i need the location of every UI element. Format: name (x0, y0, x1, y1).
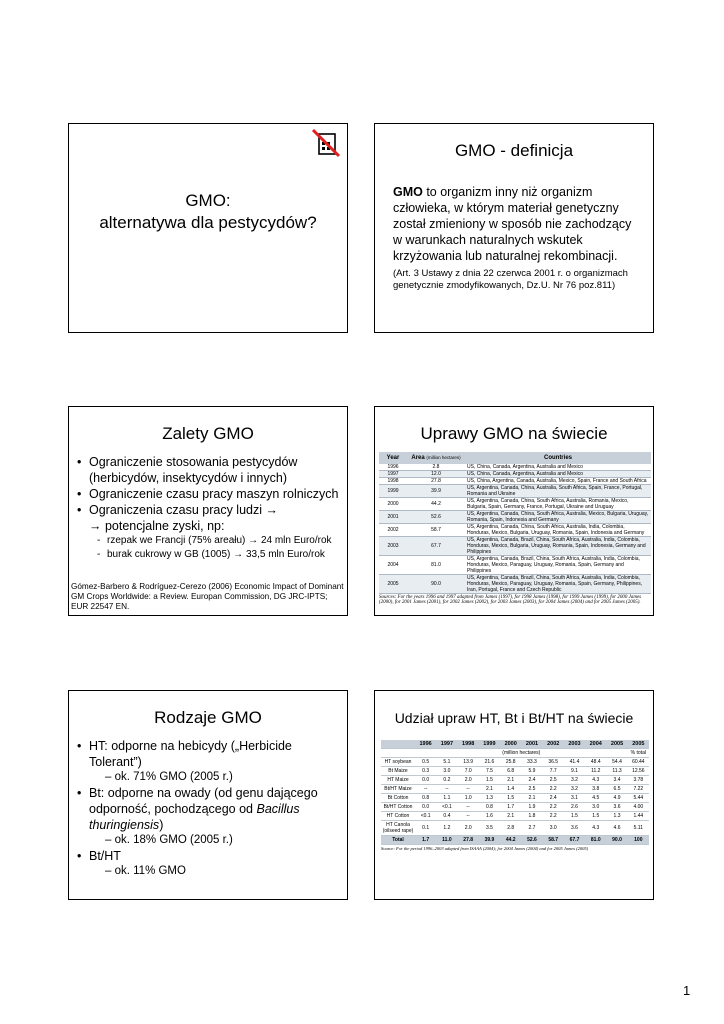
table-cell: 2.6 (564, 803, 585, 812)
table-cell: 27.8 (407, 478, 465, 485)
pct-label: % total (628, 749, 649, 758)
table-cell: 21.6 (479, 758, 500, 767)
table-cell: 5.44 (628, 794, 649, 803)
table-cell: 7.0 (458, 767, 479, 776)
table-cell: 2.4 (543, 794, 564, 803)
table-cell: US, Argentina, Canada, Brazil, China, South Africa, Australia, India, Colombia, Honduras, Mexico, Paraguay, Uruguay, Romania, Spain, Germany, Philippines, Iran, Portugal, France and Czech Republic (465, 575, 651, 594)
slide-gmo-types (68, 690, 348, 900)
table-row (381, 812, 649, 821)
column-header: 1998 (458, 740, 479, 749)
column-header: 1996 (415, 740, 436, 749)
table-cell: 52.6 (521, 836, 542, 845)
table-cell: 1999 (379, 485, 407, 498)
table-cell: 5.11 (628, 821, 649, 836)
table-cell: 9.1 (564, 767, 585, 776)
table-cell: US, Argentina, Canada, China, Australia, South Africa, Spain, France, Portugal, Romania and Ukraine (465, 485, 651, 498)
table-cell: 2000 (379, 498, 407, 511)
table-row (379, 511, 651, 524)
slide-title: Uprawy GMO na świecie (420, 424, 608, 443)
table-cell: 0.4 (436, 812, 457, 821)
table-cell: 58.7 (543, 836, 564, 845)
table-cell: 39.9 (479, 836, 500, 845)
table-cell: 0.1 (415, 821, 436, 836)
list-item: – ok. 71% GMO (2005 r.) (105, 771, 233, 783)
table-cell: 1.2 (436, 821, 457, 836)
table-cell: 4.9 (606, 794, 627, 803)
list-item: - rzepak we Francji (75% areału) → 24 mln Euro/rok (75, 534, 341, 548)
table-cell: US, Argentina, Canada, Brazil, China, South Africa, Australia, India, Colombia, Honduras, Mexico, Bulgaria, Uruguay, Romania, Spain, Indonesia, Germany and Philippines (465, 537, 651, 556)
table-cell: 0.8 (479, 803, 500, 812)
definition: to organizm inny niż organizm człowieka, w którym materiał genetyczny został zmieniony w sposób nie zachodzący w warunkach naturalnych wskutek krzyżowania lub naturalnej rekombinacji. (393, 185, 632, 263)
table-cell: <0.1 (415, 812, 436, 821)
table-cell: Bt/HT Cotton (381, 803, 415, 812)
table-row (381, 794, 649, 803)
table-cell: 25.8 (500, 758, 521, 767)
table-cell: 3.6 (564, 821, 585, 836)
no-pesticide-icon (311, 128, 341, 158)
list-item: – ok. 11% GMO (105, 865, 186, 877)
table-cell: 44.2 (500, 836, 521, 845)
total-row (381, 836, 649, 845)
table-row (379, 575, 651, 594)
table-cell: -- (458, 812, 479, 821)
table-cell: 81.0 (585, 836, 606, 845)
table-cell: 2.7 (521, 821, 542, 836)
column-header: 1999 (479, 740, 500, 749)
table-cell: 48.4 (585, 758, 606, 767)
list-item: → potencjalne zyski, np: (89, 519, 225, 533)
legal-note: (Art. 3 Ustawy z dnia 22 czerwca 2001 r. o organizmach genetycznie zmodyfikowanych, Dz.U. Nr 76 poz.811) (393, 268, 628, 291)
table-cell: 0.8 (415, 794, 436, 803)
table-cell: US, China, Canada, Argentina, Australia and Mexico (465, 464, 651, 471)
table-cell: 27.8 (458, 836, 479, 845)
table-cell: 1.3 (479, 794, 500, 803)
table-cell: 81.0 (407, 556, 465, 575)
slide-gmo-shares (374, 690, 654, 900)
column-header: 2002 (543, 740, 564, 749)
column-header: 1997 (436, 740, 457, 749)
table-cell: 13.9 (458, 758, 479, 767)
table-row (381, 758, 649, 767)
table-cell: 2.1 (500, 812, 521, 821)
table-cell: 2.4 (521, 776, 542, 785)
term: GMO (393, 185, 423, 199)
table-cell: 1.1 (436, 794, 457, 803)
table-cell: 4.3 (585, 821, 606, 836)
table-cell: 90.0 (407, 575, 465, 594)
page-number: 1 (683, 983, 691, 998)
source-note: Gómez-Barbero & Rodríguez-Cerezo (2006) Economic Impact of Dominant GM Crops Worldwide: a Review. Europan Commission, DG JRC-IPTS; EUR 22547 EN. (71, 582, 344, 611)
arrow-icon: → (248, 535, 259, 546)
table-cell: 1998 (379, 478, 407, 485)
table-row (381, 821, 649, 836)
table-cell: 11.0 (436, 836, 457, 845)
table-cell: 1.7 (500, 803, 521, 812)
table-cell: 2001 (379, 511, 407, 524)
table-cell: HT Canola (oilseed rape) (382, 822, 414, 834)
table-cell: -- (415, 785, 436, 794)
source-note: Sources: For the years 1996 and 1997 adapted from James (1997), for 1998 James (1998), for 1999 James (1999), for 2000 James (2000), for 2001 James (2001), for 2002 James (2002), for 2003 James (2003), for 2004 James (2004) and for 2005 James (2005). (379, 595, 642, 605)
table-cell: 2004 (379, 556, 407, 575)
table-cell: 11.2 (585, 767, 606, 776)
table-cell: US, China, Canada, Argentina, Australia and Mexico (465, 471, 651, 478)
table-cell: 60.44 (628, 758, 649, 767)
table-cell: 33.3 (521, 758, 542, 767)
table-cell: 1.44 (628, 812, 649, 821)
table-cell: 11.3 (606, 767, 627, 776)
table-cell: 52.6 (407, 511, 465, 524)
table-cell: 12.0 (407, 471, 465, 478)
table-cell: 67.7 (564, 836, 585, 845)
column-header: 2000 (500, 740, 521, 749)
table-cell: US, Argentina, Canada, China, South Africa, Australia, Mexico, Bulgaria, Uruguay, Romania, Spain, Indonesia and Germany (465, 511, 651, 524)
table-cell: 1.0 (458, 794, 479, 803)
table-cell: HT soybean (381, 758, 415, 767)
slide-gmo-alternative (68, 123, 348, 333)
table-cell: 3.0 (543, 821, 564, 836)
table-cell: 41.4 (564, 758, 585, 767)
table-cell: 2.1 (479, 785, 500, 794)
column-header: 2003 (564, 740, 585, 749)
list-item: • HT: odporne na hebicydy („Herbicide Tolerant”) (75, 738, 339, 770)
table-cell: US, Argentina, Canada, Brazil, China, South Africa, Australia, India, Colombia, Honduras, Mexico, Paraguay, Uruguay, Romania, Spain, Germany and Philippines (465, 556, 651, 575)
slide-title: Udział upraw HT, Bt i Bt/HT na świecie (394, 710, 634, 726)
slide-title: GMO - definicja (454, 141, 574, 160)
table-cell: 5.1 (436, 758, 457, 767)
table-cell: 3.4 (606, 776, 627, 785)
table-cell: 1.5 (564, 812, 585, 821)
slide-title: Rodzaje GMO (154, 708, 262, 727)
column-header: 2004 (585, 740, 606, 749)
table-cell: 1.9 (521, 803, 542, 812)
table-cell: 7.5 (479, 767, 500, 776)
table-cell: 2003 (379, 537, 407, 556)
table-cell: 1.5 (500, 794, 521, 803)
list-item: – ok. 18% GMO (2005 r.) (105, 834, 233, 846)
column-header: 2001 (521, 740, 542, 749)
table-cell: 1996 (379, 464, 407, 471)
table-cell: 3.0 (585, 803, 606, 812)
table-row (381, 803, 649, 812)
table-cell: 1.5 (479, 776, 500, 785)
table-cell: US, China, Argentina, Canada, Australia, Mexico, Spain, France and South Africa (465, 478, 651, 485)
column-header: 2005 (606, 740, 627, 749)
table-cell: 2.8 (407, 464, 465, 471)
table-cell: 44.2 (407, 498, 465, 511)
slide-gmo-definition (374, 123, 654, 333)
table-cell: 4.5 (585, 794, 606, 803)
table-row (379, 485, 651, 498)
table-cell: 0.0 (415, 803, 436, 812)
shares-table (381, 740, 649, 845)
table-cell: 6.8 (500, 767, 521, 776)
table-cell: 3.0 (436, 767, 457, 776)
table-cell: 54.4 (606, 758, 627, 767)
list-item: - burak cukrowy w GB (1005) → 33,5 mln Euro/rok (75, 548, 341, 562)
table-cell: 1.4 (500, 785, 521, 794)
table-cell: 90.0 (606, 836, 627, 845)
table-cell: 2.1 (521, 794, 542, 803)
definition-text (393, 184, 637, 292)
slide-title: GMO: alternatywa dla pestycydów? (99, 191, 317, 232)
table-cell: Bt Maize (381, 767, 415, 776)
table-cell: 4.6 (606, 821, 627, 836)
table-row (381, 776, 649, 785)
table-row (379, 478, 651, 485)
table-cell: Total (381, 836, 415, 845)
table-cell: 3.6 (606, 803, 627, 812)
table-cell: 2.2 (543, 785, 564, 794)
table-cell: HT Cotton (381, 812, 415, 821)
table-cell: 67.7 (407, 537, 465, 556)
list-item: • Ograniczenia czasu pracy ludzi → (75, 502, 341, 518)
table-cell: 2.0 (458, 776, 479, 785)
list-item: • Ograniczenie stosowania pestycydów (herbicydów, insektycydów i innych) (75, 454, 341, 486)
slide-gmo-world-crops (374, 406, 654, 616)
table-cell: HT Maize (381, 776, 415, 785)
table-cell: 1.5 (585, 812, 606, 821)
table-cell: 2005 (379, 575, 407, 594)
table-cell: 7.22 (628, 785, 649, 794)
table-cell: 2.2 (543, 803, 564, 812)
table-cell: 3.5 (479, 821, 500, 836)
table-cell: 3.2 (564, 776, 585, 785)
table-cell: 3.78 (628, 776, 649, 785)
table-cell: -- (458, 785, 479, 794)
arrow-icon: → (233, 549, 244, 560)
table-cell: 3.1 (564, 794, 585, 803)
table-cell: 3.2 (564, 785, 585, 794)
table-cell: 1997 (379, 471, 407, 478)
unit-label: (million hectares) (415, 749, 628, 758)
table-cell: 0.0 (415, 776, 436, 785)
table-cell: 0.3 (415, 767, 436, 776)
table-cell: Bt/HT Maize (381, 785, 415, 794)
table-row (379, 498, 651, 511)
table-cell: 2.8 (500, 821, 521, 836)
list-item: • Bt: odporne na owady (od genu dającego odporność, pochodzącego od Bacillus thuringiensis) (75, 785, 339, 833)
types-list (75, 738, 339, 879)
table-row (381, 785, 649, 794)
slide-title: Zalety GMO (162, 424, 254, 443)
table-cell: 1.7 (415, 836, 436, 845)
table-cell: 58.7 (407, 524, 465, 537)
table-cell: 2.0 (458, 821, 479, 836)
table-cell: 2002 (379, 524, 407, 537)
table-row (379, 537, 651, 556)
table-cell: 2.5 (521, 785, 542, 794)
list-item: • Bt/HT (75, 848, 339, 864)
table-cell: US, Argentina, Canada, China, South Africa, Australia, India, Colombia, Honduras, Mexico, Bulgaria, Uruguay, Romania, Spain, Indonesia and Germany (465, 524, 651, 537)
arrow-icon: → (89, 519, 102, 533)
column-header: Year (379, 452, 407, 464)
table-cell: 1.8 (521, 812, 542, 821)
column-header: 2005 (628, 740, 649, 749)
table-cell: 3.8 (585, 785, 606, 794)
crops-table (379, 452, 651, 594)
table-cell: -- (436, 785, 457, 794)
arrow-icon: → (265, 503, 278, 517)
table-cell: 39.9 (407, 485, 465, 498)
table-cell: 1.3 (606, 812, 627, 821)
table-row (379, 471, 651, 478)
table-cell: 100 (628, 836, 649, 845)
table-cell: 7.7 (543, 767, 564, 776)
table-cell: <0.1 (436, 803, 457, 812)
table-cell: 4.3 (585, 776, 606, 785)
table-cell: 4.00 (628, 803, 649, 812)
table-cell: 2.1 (500, 776, 521, 785)
table-row (379, 556, 651, 575)
table-cell: 5.9 (521, 767, 542, 776)
column-header: Countries (465, 452, 651, 464)
table-cell: 12.56 (628, 767, 649, 776)
table-cell: 2.2 (543, 812, 564, 821)
table-cell: 2.5 (543, 776, 564, 785)
table-cell: 6.5 (606, 785, 627, 794)
advantages-list (75, 454, 341, 562)
list-item: • Ograniczenie czasu pracy maszyn rolniczych (75, 486, 341, 502)
table-cell: 1.6 (479, 812, 500, 821)
column-header: Area (million hectares) (407, 452, 465, 464)
slide-gmo-advantages (68, 406, 348, 616)
table-cell: 36.5 (543, 758, 564, 767)
table-row (381, 767, 649, 776)
table-row (379, 524, 651, 537)
source-note: Source: For the period 1996–2003 adapted from ISAAA (2004); for 2004 James (2004) and for 2005 James (2005) (381, 846, 589, 851)
table-cell: Bt Cotton (381, 794, 415, 803)
table-cell: 0.2 (436, 776, 457, 785)
table-cell: -- (458, 803, 479, 812)
table-cell: 0.5 (415, 758, 436, 767)
table-cell: US, Argentina, Canada, China, South Africa, Australia, Romania, Mexico, Bulgaria, Spain, Germany, France, Portugal, Ukraine and Uruguay (465, 498, 651, 511)
